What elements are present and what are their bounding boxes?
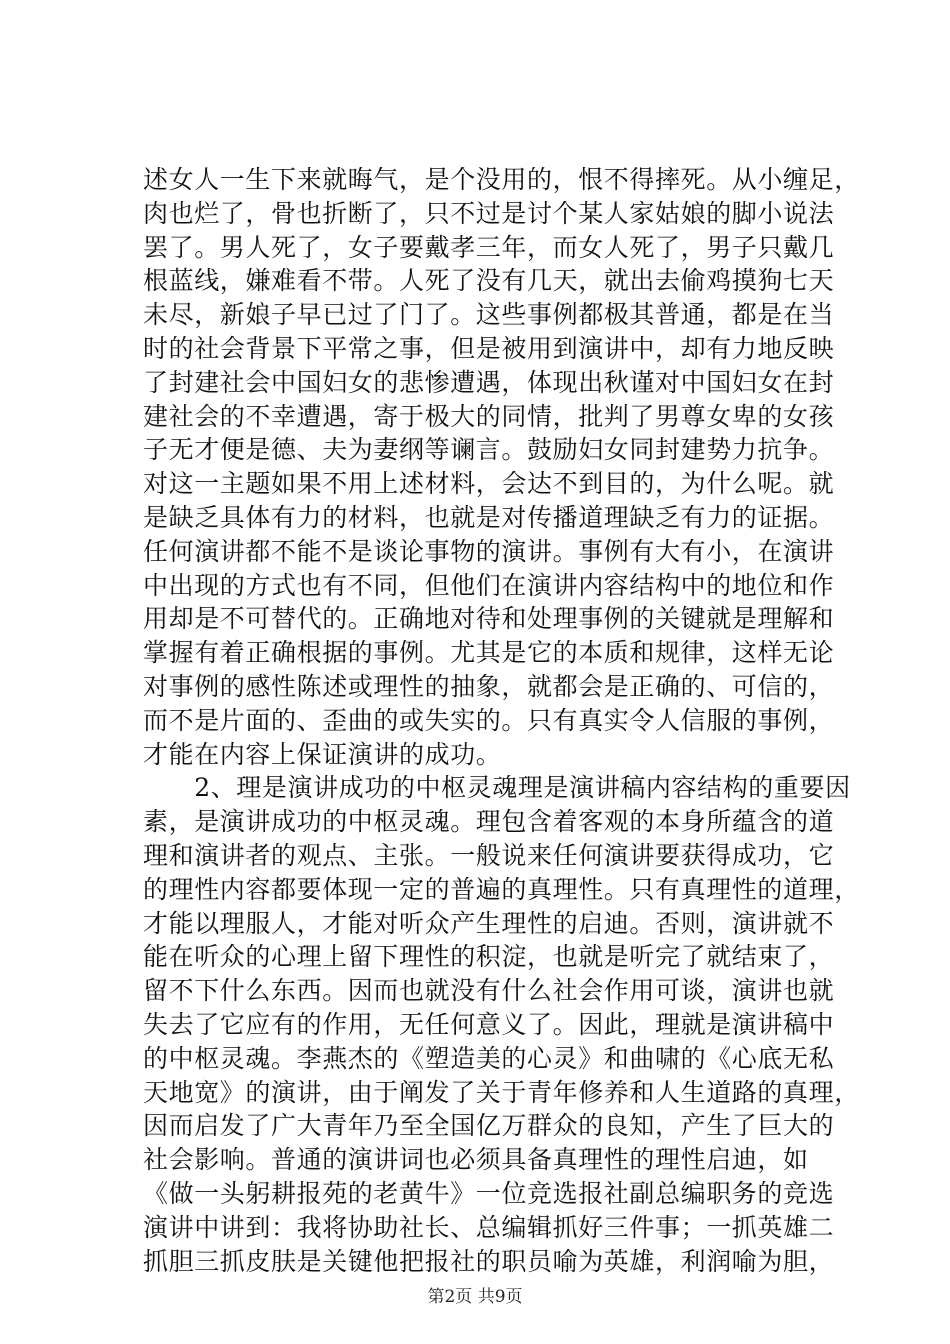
text-line: 天地宽》的演讲，由于阐发了关于青年修养和人生道路的真理， xyxy=(143,1077,860,1107)
text-line: 是缺乏具体有力的材料，也就是对传播道理缺乏有力的证据。 xyxy=(143,502,835,532)
text-line: 罢了。男人死了，女子要戴孝三年，而女人死了，男子只戴几 xyxy=(143,232,835,262)
text-line: 根蓝线，嫌难看不带。人死了没有几天，就出去偷鸡摸狗七天 xyxy=(143,266,835,296)
page-footer xyxy=(0,1286,950,1308)
text-line: 能在听众的心理上留下理性的积淀，也就是听完了就结束了， xyxy=(143,942,835,972)
text-line: 理和演讲者的观点、主张。一般说来任何演讲要获得成功，它 xyxy=(143,840,835,870)
text-line: 社会影响。普通的演讲词也必须具备真理性的理性启迪，如 xyxy=(143,1145,809,1175)
text-line: 才能在内容上保证演讲的成功。 xyxy=(143,739,502,769)
text-line: 失去了它应有的作用，无任何意义了。因此，理就是演讲稿中 xyxy=(143,1009,835,1039)
text-line: 对这一主题如果不用上述材料，会达不到目的，为什么呢。就 xyxy=(143,469,835,499)
text-line: 建社会的不幸遭遇，寄于极大的同情，批判了男尊女卑的女孩 xyxy=(143,401,835,431)
text-line: 《做一头躬耕报苑的老黄牛》一位竞选报社副总编职务的竞选 xyxy=(143,1178,835,1208)
text-line: 因而启发了广大青年乃至全国亿万群众的良知，产生了巨大的 xyxy=(143,1111,835,1141)
text-line: 用却是不可替代的。正确地对待和处理事例的关键就是理解和 xyxy=(143,604,835,634)
text-line: 未尽，新娘子早已过了门了。这些事例都极其普通，都是在当 xyxy=(143,300,835,330)
text-line: 任何演讲都不能不是谈论事物的演讲。事例有大有小，在演讲 xyxy=(143,536,835,566)
text-line: 的理性内容都要体现一定的普遍的真理性。只有真理性的道理， xyxy=(143,874,860,904)
text-line: 而不是片面的、歪曲的或失实的。只有真实令人信服的事例， xyxy=(143,705,835,735)
text-line: 时的社会背景下平常之事，但是被用到演讲中，却有力地反映 xyxy=(143,333,835,363)
text-line: 中出现的方式也有不同，但他们在演讲内容结构中的地位和作 xyxy=(143,570,835,600)
text-line: 对事例的感性陈述或理性的抽象，就都会是正确的、可信的， xyxy=(143,671,835,701)
text-line: 的中枢灵魂。李燕杰的《塑造美的心灵》和曲啸的《心底无私 xyxy=(143,1043,835,1073)
text-line: 留不下什么东西。因而也就没有什么社会作用可谈，演讲也就 xyxy=(143,976,835,1006)
text-line: 掌握有着正确根据的事例。尤其是它的本质和规律，这样无论 xyxy=(143,638,835,668)
text-line: 2、理是演讲成功的中枢灵魂理是演讲稿内容结构的重要因 xyxy=(143,773,851,803)
text-line: 肉也烂了，骨也折断了，只不过是讨个某人家姑娘的脚小说法 xyxy=(143,198,835,228)
text-line: 述女人一生下来就晦气，是个没用的，恨不得摔死。从小缠足， xyxy=(143,165,860,194)
page-number: 第2页 共9页 xyxy=(427,1287,523,1307)
text-line: 才能以理服人，才能对听众产生理性的启迪。否则，演讲就不 xyxy=(143,908,835,938)
text-line: 素，是演讲成功的中枢灵魂。理包含着客观的本身所蕴含的道 xyxy=(143,807,835,837)
text-line: 子无才便是德、夫为妻纲等谰言。鼓励妇女同封建势力抗争。 xyxy=(143,435,835,465)
text-line: 演讲中讲到：我将协助社长、总编辑抓好三件事；一抓英雄二 xyxy=(143,1212,835,1242)
text-line: 了封建社会中国妇女的悲惨遭遇，体现出秋谨对中国妇女在封 xyxy=(143,367,835,397)
text-line: 抓胆三抓皮肤是关键他把报社的职员喻为英雄，利润喻为胆， xyxy=(143,1246,835,1276)
body-text xyxy=(143,163,860,1278)
